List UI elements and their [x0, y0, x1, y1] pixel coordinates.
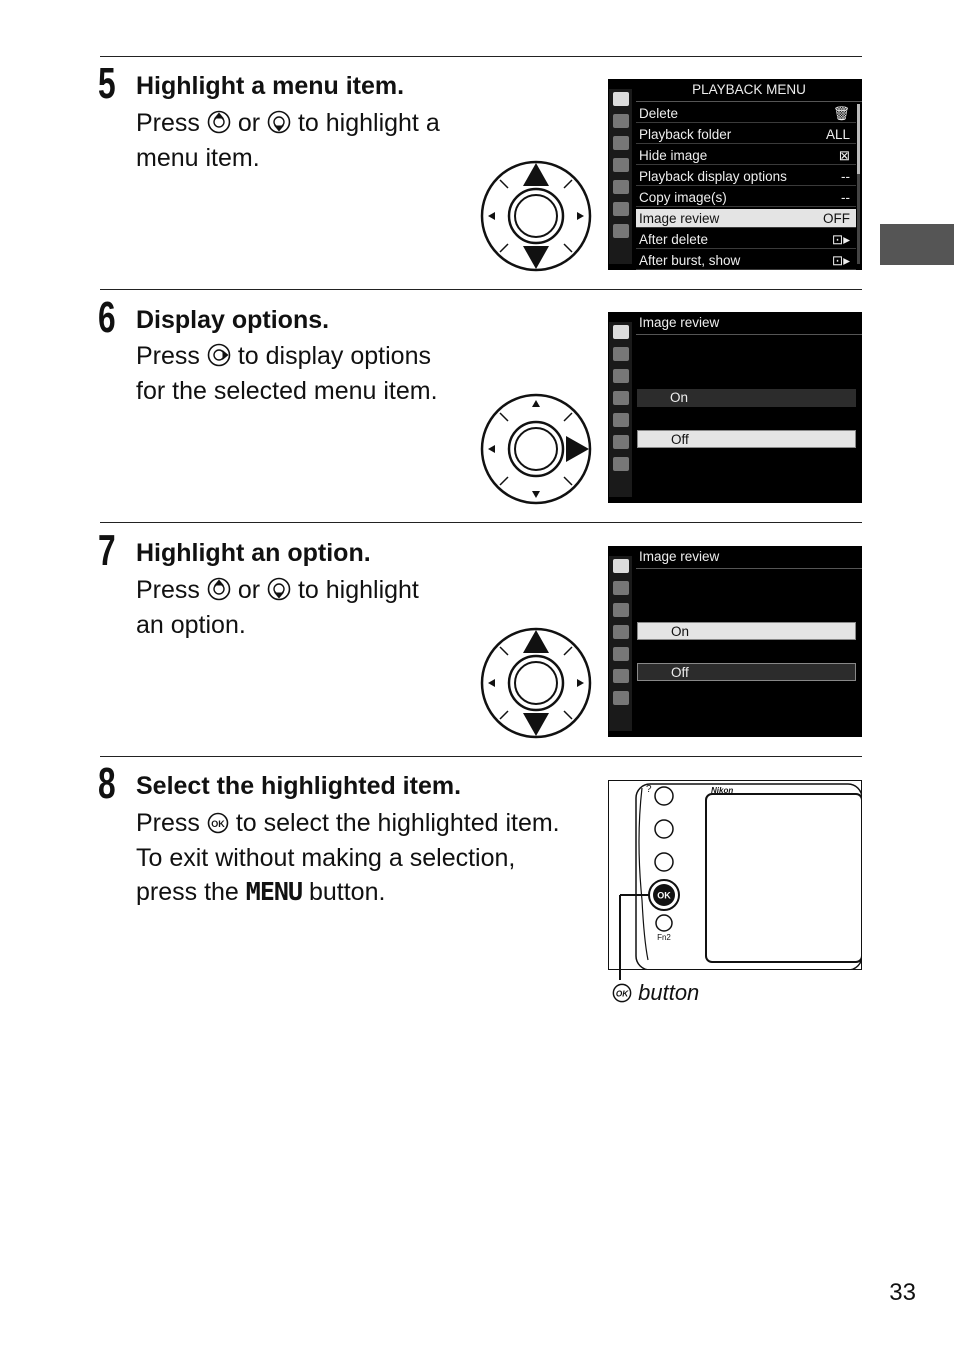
- recent-settings-icon: [613, 224, 629, 238]
- wrench-icon: [613, 413, 629, 427]
- zoom-out-button: [655, 853, 673, 871]
- pencil-icon: [613, 158, 629, 172]
- screen-title: Image review: [636, 546, 862, 569]
- fn2-button: [656, 915, 672, 931]
- retouch-icon: [613, 435, 629, 449]
- recent-settings-icon: [613, 457, 629, 471]
- pencil-icon: [613, 625, 629, 639]
- step-number: 7: [98, 526, 116, 575]
- step-title: Highlight an option.: [136, 539, 371, 567]
- screen-title: Image review: [636, 312, 862, 335]
- multi-selector-right-icon: [207, 343, 231, 367]
- multi-selector-diagram: [479, 159, 593, 273]
- step-title: Display options.: [136, 306, 330, 334]
- menu-button-label: MENU: [245, 877, 303, 906]
- section-divider: [100, 756, 862, 757]
- section-divider: [100, 56, 862, 57]
- retouch-icon: [613, 202, 629, 216]
- recent-settings-icon: [613, 691, 629, 705]
- menu-item[interactable]: After burst, show ⊡▸: [636, 251, 856, 270]
- menu-item[interactable]: Hide image ⊠: [636, 146, 856, 165]
- step-body: Press or to highlight an option.: [136, 576, 419, 639]
- option-on-selected[interactable]: On: [637, 622, 856, 640]
- hide-image-icon: ⊠: [838, 148, 850, 163]
- svg-text:OK: OK: [615, 989, 629, 999]
- brand-logo: Nikon: [711, 786, 734, 795]
- step-title: Select the highlighted item.: [136, 772, 462, 800]
- camera-icon: [613, 347, 629, 361]
- page-number: 33: [889, 1279, 916, 1306]
- retouch-icon: [613, 669, 629, 683]
- step-number: 8: [98, 759, 116, 808]
- playback-menu-icon: [613, 92, 629, 106]
- image-review-screen: [608, 312, 862, 503]
- wrench-icon: [613, 180, 629, 194]
- trash-icon: 🗑: [832, 106, 850, 121]
- ok-button-caption: OK button: [612, 980, 699, 1006]
- leader-line: [619, 968, 621, 980]
- menu-item-selected[interactable]: Image review OFF: [636, 209, 856, 228]
- step-number: 5: [98, 59, 116, 108]
- menu-item[interactable]: After delete ⊡▸: [636, 230, 856, 249]
- multi-selector-down-icon: [267, 577, 291, 601]
- menu-item[interactable]: Copy image(s) --: [636, 188, 856, 207]
- movie-icon: [613, 369, 629, 383]
- menu-item[interactable]: Playback display options --: [636, 167, 856, 186]
- step-body: Press to display options for the selected menu item.: [136, 342, 438, 405]
- step-number: 6: [98, 293, 116, 342]
- after-delete-icon: ⊡▸: [831, 232, 850, 247]
- image-review-screen: [608, 546, 862, 737]
- screen-title: PLAYBACK MENU: [636, 79, 862, 102]
- after-burst-icon: ⊡▸: [831, 253, 850, 268]
- multi-selector-up-icon: [207, 577, 231, 601]
- step-body: Press or to highlight a menu item.: [136, 109, 440, 172]
- section-divider: [100, 289, 862, 290]
- multi-selector-up-icon: [207, 110, 231, 134]
- zoom-in-button: [655, 820, 673, 838]
- svg-text:OK: OK: [657, 890, 671, 901]
- step-body: Press OK to select the highlighted item. To exit without making a selection, press the MENU button.: [136, 809, 560, 906]
- playback-menu-icon: [613, 559, 629, 573]
- multi-selector-diagram: [479, 626, 593, 740]
- menu-tab-icons: [609, 322, 632, 497]
- section-divider: [100, 522, 862, 523]
- option-on[interactable]: On: [637, 389, 856, 407]
- wrench-icon: [613, 647, 629, 661]
- movie-icon: [613, 136, 629, 150]
- movie-icon: [613, 603, 629, 617]
- camera-icon: [613, 581, 629, 595]
- option-off-selected[interactable]: Off: [637, 430, 856, 448]
- svg-text:Fn2: Fn2: [657, 933, 671, 942]
- scrollbar: [857, 104, 860, 264]
- menu-item[interactable]: Playback folder ALL: [636, 125, 856, 144]
- svg-text:?: ?: [646, 784, 652, 795]
- multi-selector-down-icon: [267, 110, 291, 134]
- multi-selector-diagram: [479, 392, 593, 506]
- playback-menu-icon: [613, 325, 629, 339]
- option-off[interactable]: Off: [637, 663, 856, 681]
- protect-button: [655, 787, 673, 805]
- ok-button-icon: [207, 812, 229, 834]
- camera-back-illustration: [608, 780, 862, 970]
- chapter-tab: [880, 224, 954, 265]
- step-title: Highlight a menu item.: [136, 72, 405, 100]
- svg-text:OK: OK: [211, 819, 225, 829]
- ok-button-icon: [612, 983, 632, 1003]
- menu-tab-icons: [609, 556, 632, 731]
- menu-tab-icons: [609, 89, 632, 264]
- menu-item[interactable]: Delete 🗑: [636, 104, 856, 123]
- pencil-icon: [613, 391, 629, 405]
- camera-icon: [613, 114, 629, 128]
- playback-menu-screen: [608, 79, 862, 270]
